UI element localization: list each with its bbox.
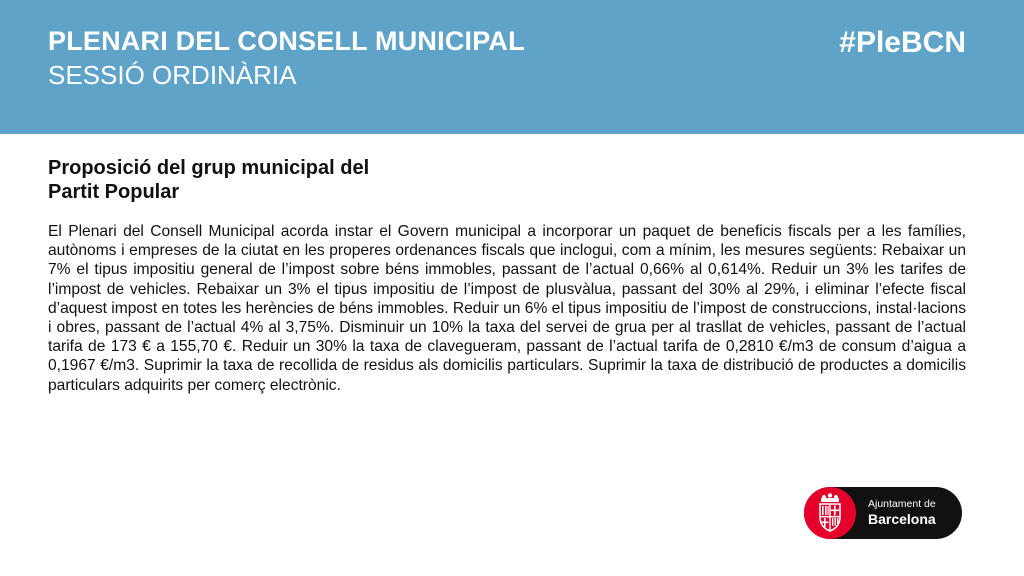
proposal-body-text: El Plenari del Consell Municipal acorda instar el Govern municipal a incorporar un paquet de beneficis fiscals per a les famílies, autònoms i empreses de la ciutat en les properes ordenances fiscals que inclogui, com a mínim, les mesures següents: Rebaixar un 7% el tipus impositiu general de l’impost sobre béns immobles, passant de l’actual 0,66% al 0,614%. Reduir un 3% les tarifes de l’impost de vehicles. Rebaixar un 3% el tipus impositiu de l’impost de plusvàlua, passant del 30% al 29%, i eliminar l’efecte fiscal d’aquest impost en totes les herències de béns immobles. Reduir un 6% el tipus impositiu de l’impost de construccions, instal·lacions i obres, passant de l’actual 4% al 3,75%. Disminuir un 10% la taxa del servei de grua per al trasllat de vehicles, passant de l’actual tarifa de 173 € a 155,70 €. Reduir un 30% la taxa de clavegueram, passant de l’actual tarifa de 0,2810 €/m3 de consum d’aigua a 0,1967 €/m3. Suprimir la taxa de recollida de residus als domicilis particulars. Suprimir la taxa de distribució de productes a domicilis particulars adquirits per comerç electrònic. [48,223,966,394]
barcelona-coat-of-arms-icon [804,487,856,539]
page-title: PLENARI DEL CONSELL MUNICIPAL [48,26,525,56]
page-subtitle: SESSIÓ ORDINÀRIA [48,60,297,90]
logo-text-barcelona: Barcelona [868,511,936,527]
logo-text-ajuntament: Ajuntament de [868,498,936,510]
header-banner [0,0,1024,134]
proposal-heading: Proposició del grup municipal del Partit Popular [48,157,370,203]
hashtag-label: #PleBCN [839,26,966,59]
ajuntament-barcelona-logo [804,487,962,539]
